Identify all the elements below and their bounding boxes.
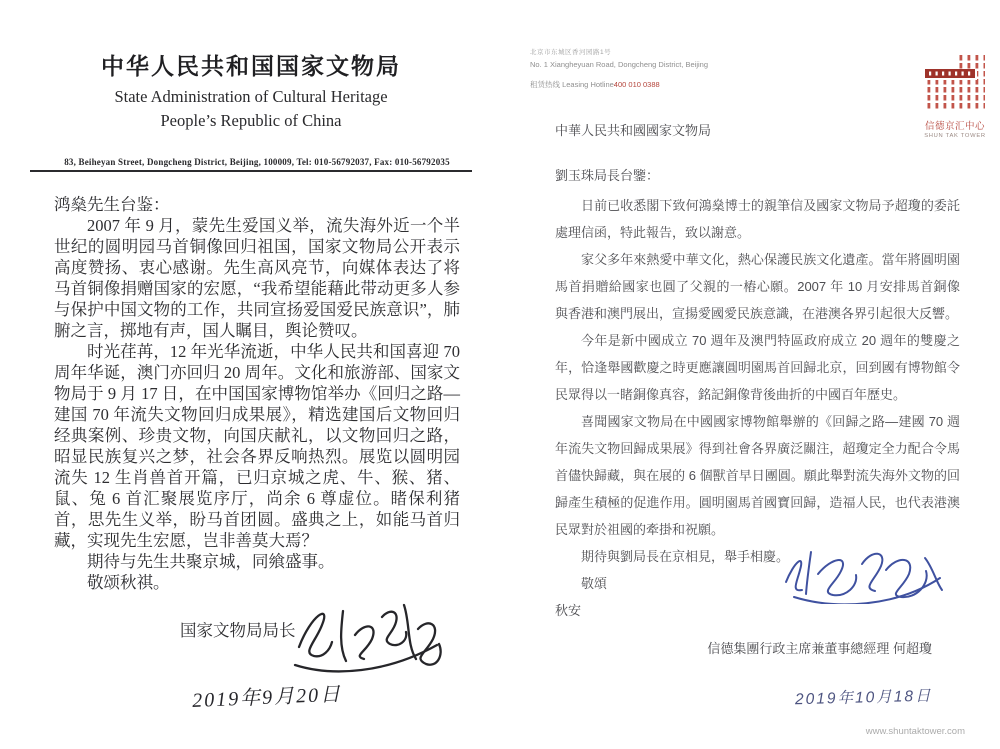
handwritten-signature-liu-yuzhu <box>285 595 450 679</box>
right-handwritten-date: 2019年10月18日 <box>794 687 933 709</box>
right-paragraph: 喜聞國家文物局在中國國家博物館舉辦的《回歸之路—建國 70 週年流失文物回歸成果展》得到社會各界廣泛關注，超瓊定全力配合令馬首儘快歸藏，與在展的 6 個獸首早日團圓。願此舉對流失海外文物的回歸產生積極的促進作用。圓明園馬首國寶回歸，造福人民，也代表港澳民眾對於祖國的牽掛和祝願。 <box>555 414 960 537</box>
right-signoff-line: 信德集團行政主席兼董事總經理 何超瓊 <box>707 641 932 656</box>
right-paragraph: 家父多年來熱愛中華文化，熱心保護民族文化遺產。當年將圓明園馬首捐贈給國家也圓了父親的一樁心願。2007 年 10 月安排馬首銅像與香港和澳門展出，宣揚愛國愛民族意識，在港澳各界引起很大反響。 <box>555 252 960 321</box>
right-recipient: 中華人民共和國國家文物局 <box>555 123 712 138</box>
letter-shun-tak-reply <box>530 48 990 707</box>
left-signoff-block <box>30 617 472 679</box>
right-closing-qiuan: 秋安 <box>555 603 582 618</box>
left-letterhead-title-en1: State Administration of Cultural Heritage <box>114 87 388 106</box>
logo-name-cn: 信德京汇中心 <box>924 121 985 132</box>
left-paragraph: 期待与先生共聚京城，同飨盛事。 <box>87 552 335 571</box>
right-paragraph: 日前已收悉閣下致何鴻燊博士的親筆信及國家文物局予超瓊的委託處理信函，特此報告，致以謝意。 <box>555 198 960 240</box>
right-address-en: No. 1 Xiangheyuan Road, Dongcheng District, Beijing <box>530 60 709 69</box>
shun-tak-tower-logo <box>922 54 988 139</box>
leasing-hotline-label: 租赁热线 Leasing Hotline <box>530 80 614 89</box>
left-paragraph: 敬颂秋祺。 <box>87 573 170 592</box>
leasing-hotline <box>530 79 990 90</box>
handwritten-signature-ho-chiu-king <box>774 540 954 604</box>
left-handwritten-date: 2019年9月20日 <box>191 683 343 713</box>
right-paragraph: 期待與劉局長在京相見，舉手相慶。 <box>581 549 790 564</box>
left-salutation: 鸿燊先生台鉴： <box>54 195 170 214</box>
right-closing-jingsong: 敬頌 <box>581 576 608 591</box>
letterhead-divider-rule <box>30 170 472 172</box>
left-paragraph: 时光荏苒，12 年光华流逝，中华人民共和国喜迎 70 周年华诞，澳门亦回归 20 周年。文化和旅游部、国家文物局于 9 月 17 日，在中国国家博物馆举办《回归之路—建国 70 年流失文物回归成果展》，精选建国后文物回归经典案例、珍贵文物，向国庆献礼，以文物回归之路，昭显民族复兴之梦，社会各界反响热烈。展览以圆明园流失 12 生肖兽首开篇，已归京城之虎、牛、猴、猪、鼠、兔 6 首汇聚展览序厅，尚余 6 尊虚位。睹保利猪首，思先生义举，盼马首团圆。盛典之上，如能马首归藏，实现先生宏愿，岂非善莫大焉？ <box>54 342 460 550</box>
website-footer: www.shuntaktower.com <box>865 726 965 737</box>
left-letterhead-address: 83, Beiheyan Street, Dongcheng District, Beijing, 100009, Tel: 010-56792037, Fax: 010-56792035 <box>64 157 450 167</box>
logo-name-en: SHUN TAK TOWER <box>924 133 986 139</box>
right-salutation: 劉玉珠局長台鑒： <box>555 168 660 183</box>
left-letterhead-title-en2: People’s Republic of China <box>160 111 342 130</box>
leasing-hotline-number: 400 010 0388 <box>613 80 660 89</box>
left-paragraph: 2007 年 9 月，蒙先生爱国义举，流失海外近一个半世纪的圆明园马首铜像回归祖国，国家文物局公开表示高度赞扬、衷心感谢。先生高风亮节，向媒体表达了将马首铜像捐赠国家的宏愿，“我希望能藉此带动更多人参与保护中国文物的工作，共同宣扬爱国爱民族意识”，肺腑之言，掷地有声，国人瞩目，舆论赞叹。 <box>54 216 460 340</box>
left-letterhead-title-cn: 中华人民共和国国家文物局 <box>101 54 401 79</box>
right-address-cn: 北京市东城区香河园路1号 <box>530 49 612 56</box>
shun-tak-tower-logo-icon <box>925 54 985 110</box>
right-paragraph: 今年是新中國成立 70 週年及澳門特區政府成立 20 週年的雙慶之年，恰逢舉國歡慶之時更應讓圓明園馬首回歸北京，回到國有博物館令民眾得以一睹銅像真容，銘記銅像背後曲折的中國百年歷史。 <box>555 333 960 402</box>
letter-cultural-heritage-administration <box>30 38 472 713</box>
left-letter-body <box>54 194 460 593</box>
left-signoff-title: 国家文物局局长 <box>180 621 296 640</box>
